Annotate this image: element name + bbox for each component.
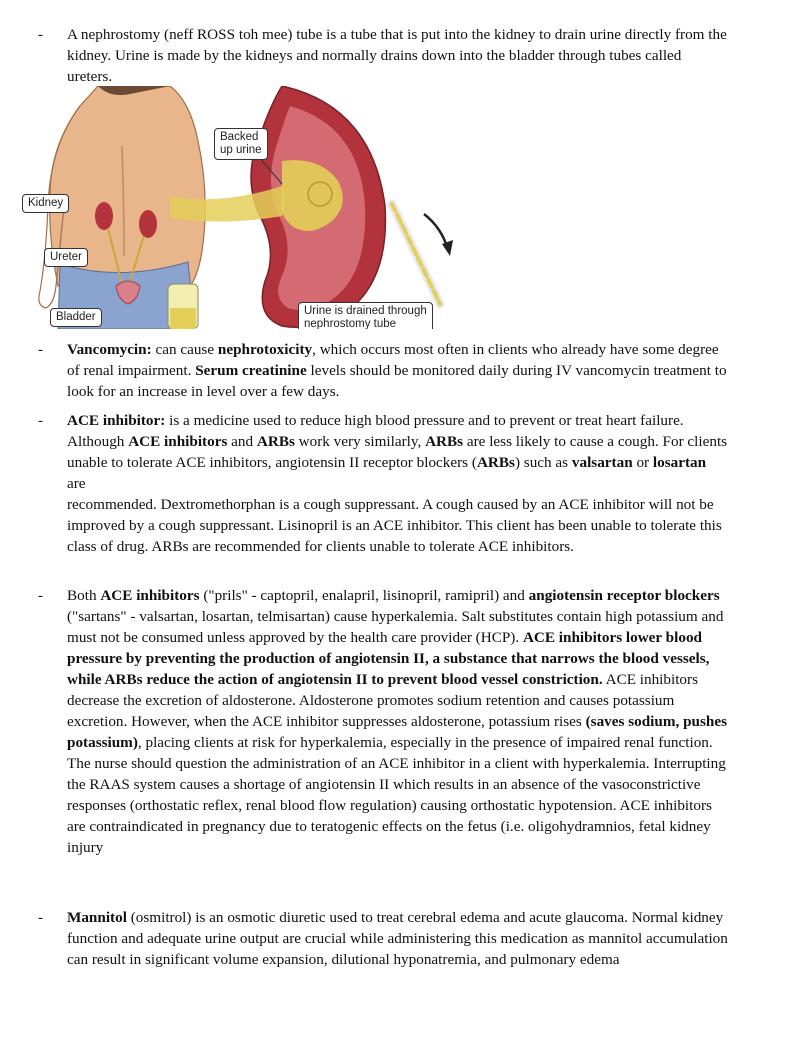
nephrostomy-tube-urine xyxy=(392,204,440,304)
bold-run: ACE inhibitors xyxy=(100,587,200,604)
label-backed-up-line1: Backed xyxy=(220,131,259,143)
bullet-dash: - xyxy=(38,587,44,604)
bold-run: ARBs xyxy=(476,454,515,471)
text-run: are xyxy=(67,475,86,492)
label-kidney-text: Kidney xyxy=(28,197,64,209)
text-run: and xyxy=(227,433,257,450)
kidney-cross-section xyxy=(170,86,453,327)
label-drained-line1: Urine is drained through xyxy=(304,305,427,317)
bullet-ace-arb-hyperkalemia xyxy=(38,585,728,858)
nephrotoxicity-term: nephrotoxicity xyxy=(217,341,313,358)
bullet-dash: - xyxy=(38,341,44,358)
left-kidney-shape xyxy=(95,202,113,230)
text-run: are less likely to cause a cough. For clients unable to tolerate ACE inhibitors, angiotensin II receptor blockers ( xyxy=(67,433,728,471)
text-run: or xyxy=(632,454,653,471)
label-backed-up-line2: up urine xyxy=(220,144,262,156)
bullet-vancomycin xyxy=(38,339,728,402)
valsartan-term: valsartan xyxy=(571,454,633,471)
vancomycin-term: Vancomycin: xyxy=(67,341,152,358)
text-run: ACE inhibitors decrease the excretion of aldosterone. Aldosterone promotes sodium retention and causes potassium excretion. However, when the ACE inhibitor suppresses aldosterone, potassium rises xyxy=(67,671,698,730)
bullet-nephrostomy xyxy=(38,24,728,87)
text-run: Both xyxy=(67,587,101,604)
text-run: work very similarly, xyxy=(294,433,426,450)
mannitol-term: Mannitol xyxy=(67,909,127,926)
ace-inhibitor-text-continued: recommended. Dextromethorphan is a cough suppressant. A cough caused by an ACE inhibitor will not be improved by a cough suppressant. Lisinopril is an ACE inhibitor. This client has been unable to tolerate this class of drug. ARBs are recommended for clients unable to tolerate ACE inhibitors. xyxy=(67,496,722,555)
label-ureter xyxy=(44,248,88,267)
text-run: levels should be monitored daily during IV vancomycin treatment to look for an increase in level over a few days. xyxy=(67,362,727,400)
label-drained-line2: nephrostomy tube xyxy=(304,318,397,329)
ace-inhibitor-term: ACE inhibitor: xyxy=(67,412,166,429)
text-run: (osmitrol) is an osmotic diuretic used to treat cerebral edema and acute glaucoma. Normal kidney function and adequate urine output are crucial while administering this medication as mannitol accumulation can result in significant volume expansion, dilutional hyponatremia, and pulmonary edema xyxy=(67,909,728,968)
bold-run: (saves sodium, pushes potassium) xyxy=(67,713,727,751)
nephrostomy-text: A nephrostomy (neff ROSS toh mee) tube is a tube that is put into the kidney to drain urine directly from the kidney. Urine is made by the kidneys and normally drains down into the bladder through tubes called ureters. xyxy=(67,26,727,85)
label-ureter-text: Ureter xyxy=(50,251,82,263)
bullet-dash: - xyxy=(38,26,44,43)
bold-run: ACE inhibitors xyxy=(128,433,228,450)
flow-arrow-head-icon xyxy=(442,240,453,256)
bold-run: ACE inhibitors lower blood pressure by preventing the production of angiotensin II, a substance that narrows the blood vessels, while ARBs reduce the action of angiotensin II to prevent blood vessel constriction. xyxy=(67,629,710,688)
bullet-dash: - xyxy=(38,412,44,429)
text-run: can cause xyxy=(151,341,218,358)
text-run: , which occurs most often in clients who already have some degree of renal impairment. xyxy=(67,341,719,379)
serum-creatinine-term: Serum creatinine xyxy=(195,362,307,379)
bag-urine-shape xyxy=(170,308,196,329)
bold-run: ARBs xyxy=(256,433,295,450)
losartan-term: losartan xyxy=(652,454,707,471)
bold-run: ARBs xyxy=(425,433,464,450)
label-kidney xyxy=(22,194,69,213)
bullet-mannitol xyxy=(38,907,728,970)
label-bladder-text: Bladder xyxy=(56,311,96,323)
text-run: ) such as xyxy=(514,454,572,471)
bullet-ace-inhibitor xyxy=(38,410,728,557)
label-backed-up-urine xyxy=(214,128,268,160)
right-kidney-shape xyxy=(139,210,157,238)
text-run: , placing clients at risk for hyperkalemia, especially in the presence of impaired renal function. The nurse should question the administration of an ACE inhibitor in a client with hyperkalemia. Interrupting the RAAS system causes a shortage of angiotensin II which results in an absence of the vasoconstrictive responses (orthostatic reflex, renal blood flow regulation) causing orthostatic hypotension. ACE inhibitors are contraindicated in pregnancy due to teratogenic effects on the fetus (i.e. oligohydramnios, fetal kidney injury xyxy=(67,734,726,856)
label-bladder xyxy=(50,308,102,327)
ace-arb-text xyxy=(67,585,728,858)
nephrostomy-diagram xyxy=(20,86,460,329)
bold-run: angiotensin receptor blockers xyxy=(528,587,720,604)
ace-inhibitor-text xyxy=(67,410,728,494)
text-run: is a medicine used to reduce high blood pressure and to prevent or treat heart failure. Although xyxy=(67,412,684,450)
bullet-dash: - xyxy=(38,909,44,926)
text-run: ("prils" - captopril, enalapril, lisinopril, ramipril) and xyxy=(199,587,529,604)
vancomycin-text xyxy=(67,339,728,402)
label-urine-drained xyxy=(298,302,433,329)
nephrostomy-illustration xyxy=(20,86,460,329)
mannitol-text xyxy=(67,907,728,970)
text-run: ("sartans" - valsartan, losartan, telmisartan) cause hyperkalemia. Salt substitutes contain high potassium and must not be consumed unless approved by the health care provider (HCP). xyxy=(67,608,724,646)
